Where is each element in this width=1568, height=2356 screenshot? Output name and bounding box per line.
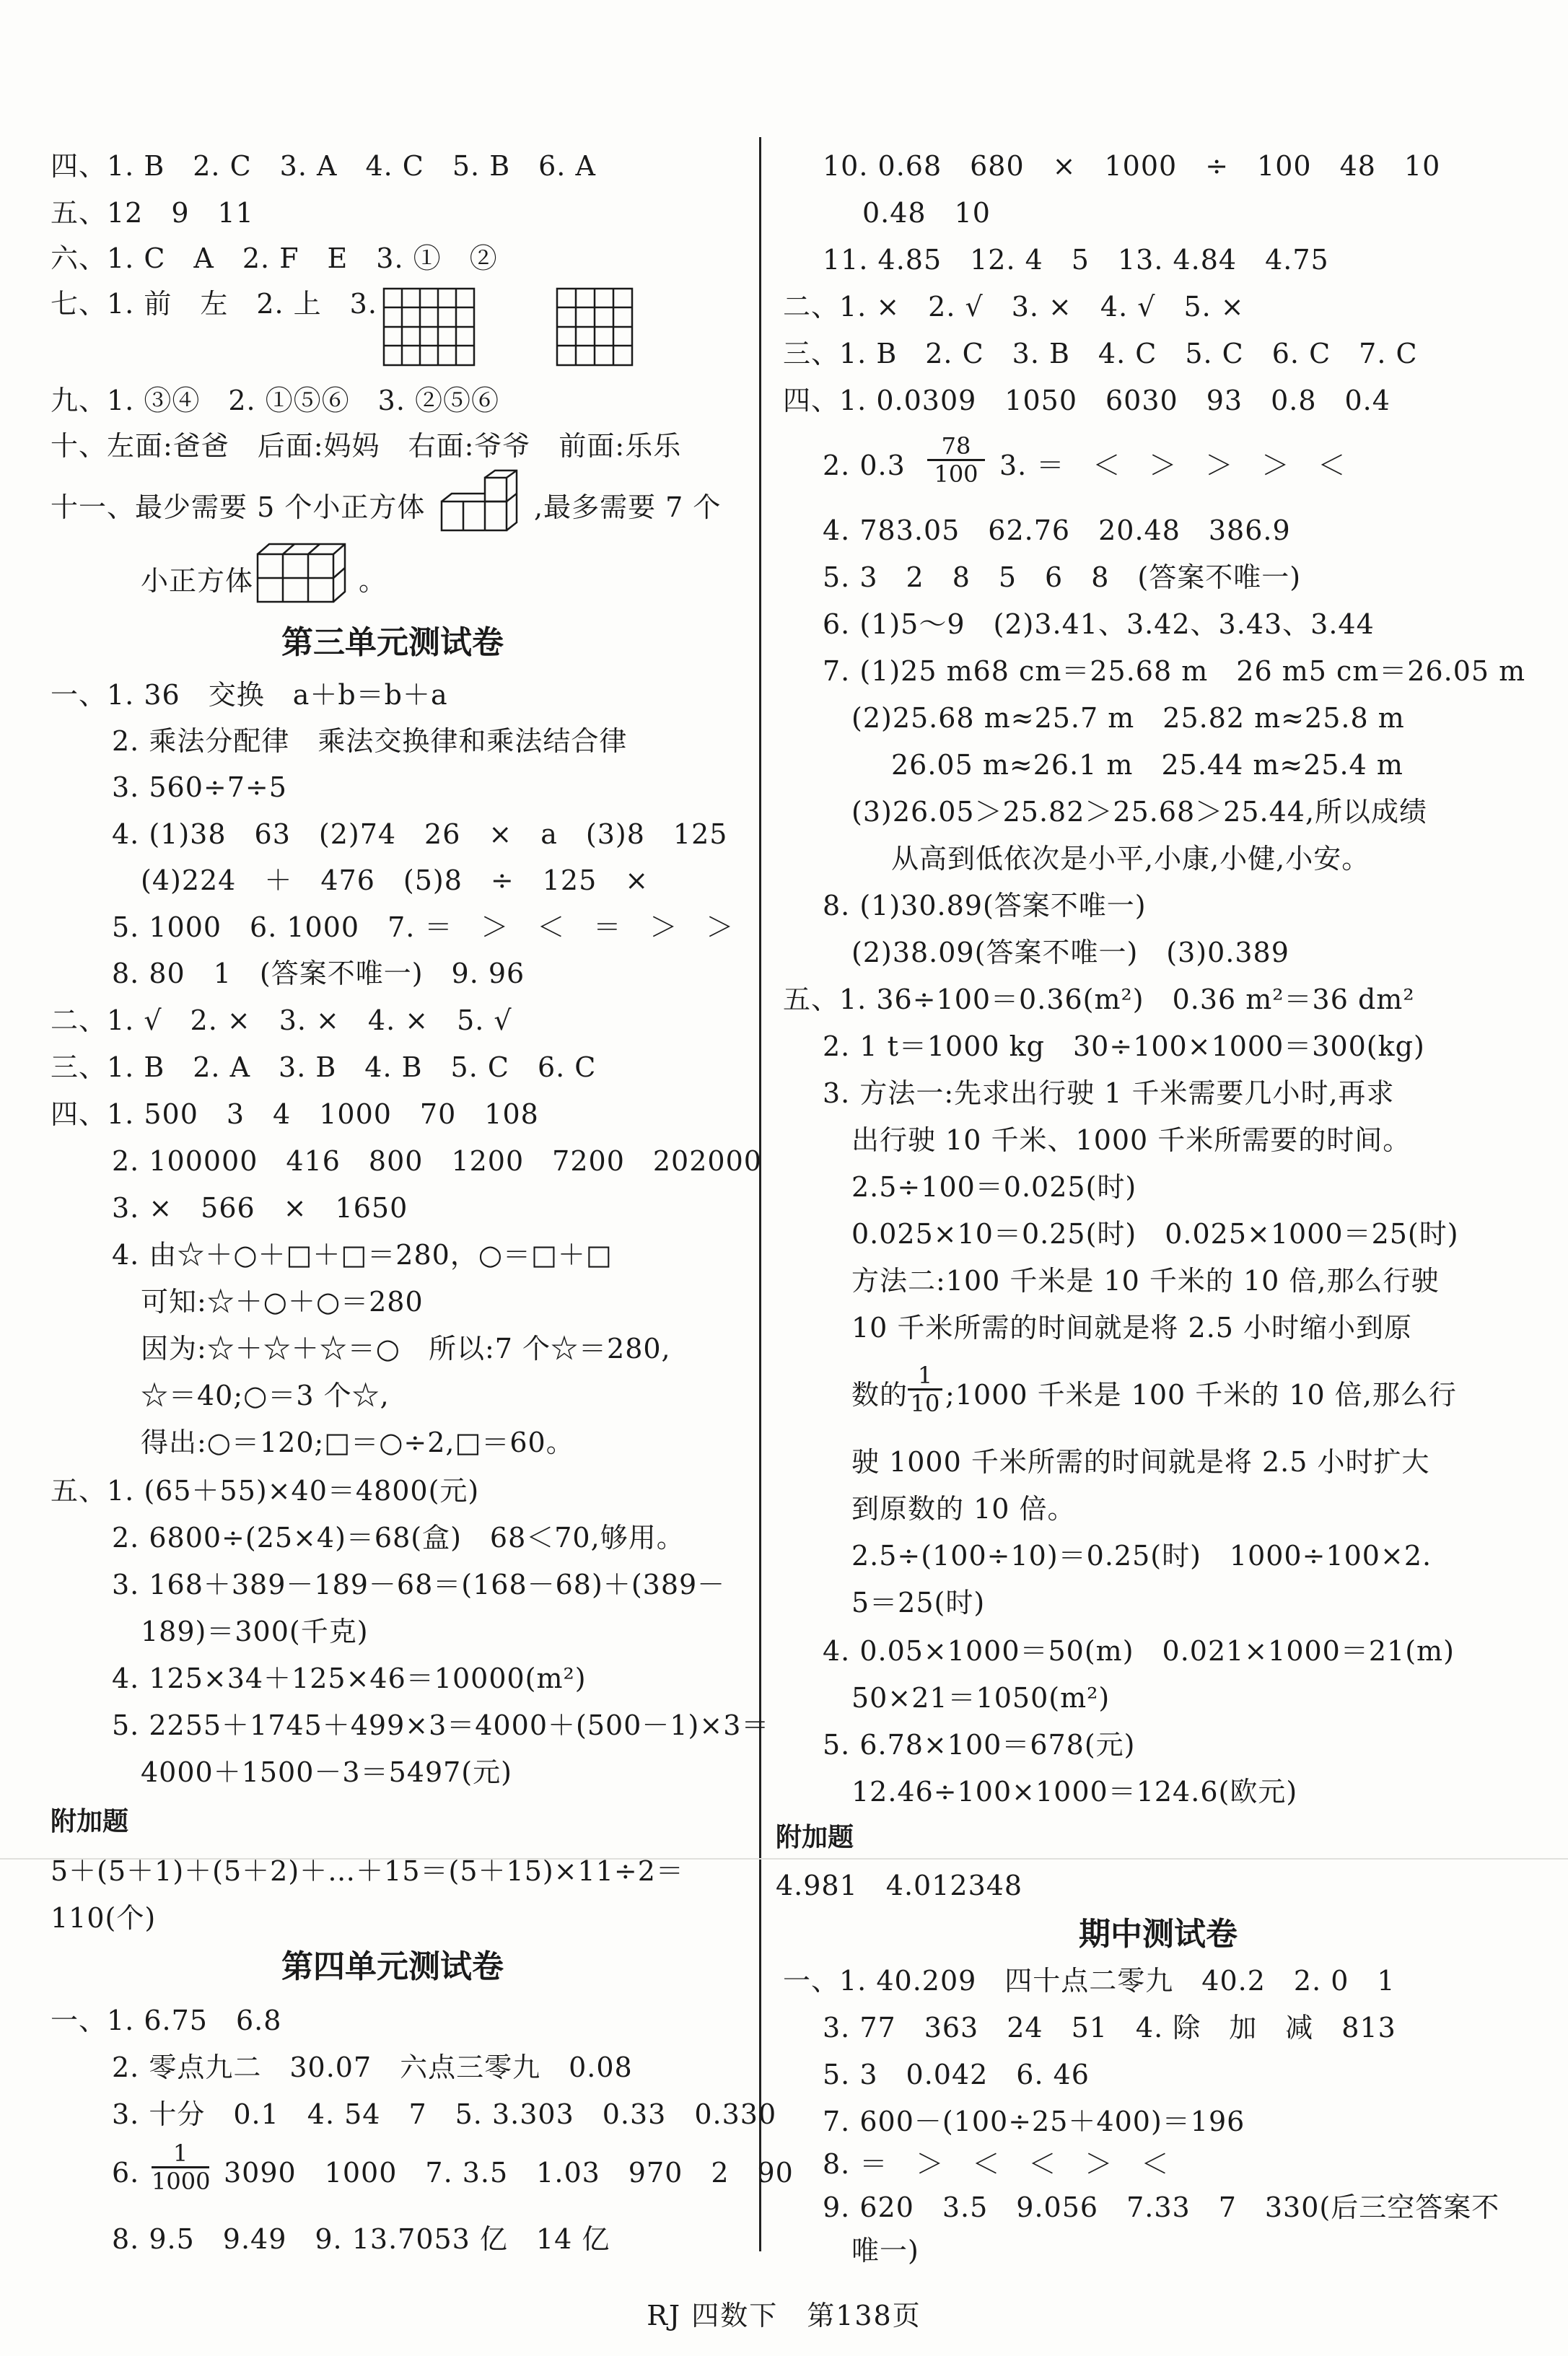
answer-line: 110(个) — [51, 1902, 157, 1934]
answer-line: 二、1. × 2. √ 3. × 4. √ 5. × — [783, 291, 1245, 323]
answer-line: 可知:☆＋○＋○＝280 — [141, 1286, 424, 1318]
answer-line: 5. 2255＋1745＋499×3＝4000＋(500－1)×3＝ — [112, 1709, 770, 1741]
cube-stack-min — [440, 469, 534, 533]
answer-line: 4.981 4.012348 — [776, 1870, 1023, 1901]
fraction-numerator: 1 — [917, 1362, 933, 1389]
answer-line: 10 千米所需的时间就是将 2.5 小时缩小到原 — [851, 1312, 1413, 1344]
extra-question-heading-left: 附加题 — [51, 1807, 129, 1836]
answer-line: 4000＋1500－3＝5497(元) — [141, 1756, 512, 1788]
answer-line: 小正方体 — [141, 565, 254, 597]
answer-line: 一、1. 6.75 6.8 — [51, 2005, 282, 2036]
answer-line: 一、1. 40.209 四十点二零九 40.2 2. 0 1 — [783, 1965, 1396, 1997]
answer-line: 50×21＝1050(m²) — [851, 1682, 1111, 1714]
answer-line: 一、1. 36 交换 a＋b＝b＋a — [51, 679, 448, 711]
answer-line: 2. 零点九二 30.07 六点三零九 0.08 — [112, 2051, 633, 2083]
answer-line: 3. 77 363 24 51 4. 除 加 减 813 — [823, 2012, 1396, 2044]
grid-figure-right — [556, 287, 635, 368]
answer-line: 5＋(5＋1)＋(5＋2)＋…＋15＝(5＋15)×11÷2＝ — [51, 1855, 684, 1887]
answer-line: 五、1. 36÷100＝0.36(m²) 0.36 m²＝36 dm² — [783, 984, 1415, 1015]
answer-line: 方法二:100 千米是 10 千米的 10 倍,那么行驶 — [851, 1265, 1440, 1297]
fraction-numerator: 78 — [941, 432, 971, 460]
answer-line: 十一、最少需要 5 个小正方体 — [51, 491, 426, 523]
answer-line: 2. 100000 416 800 1200 7200 202000 — [112, 1145, 762, 1177]
column-divider — [759, 137, 761, 2251]
answer-line: 0.025×10＝0.25(时) 0.025×1000＝25(时) — [851, 1218, 1459, 1250]
answer-line: 3090 1000 7. 3.5 1.03 970 2 90 — [224, 2157, 794, 2189]
answer-line: 3. × 566 × 1650 — [112, 1192, 408, 1224]
answer-line: ,最多需要 7 个 — [534, 491, 722, 523]
answer-line: 3. ＝ ＜ ＞ ＞ ＞ ＜ — [999, 450, 1346, 481]
answer-line: 2.5÷100＝0.025(时) — [851, 1171, 1137, 1203]
answer-line: (3)26.05＞25.82＞25.68＞25.44,所以成绩 — [851, 796, 1428, 828]
answer-line: 12.46÷100×1000＝124.6(欧元) — [851, 1776, 1298, 1808]
answer-line: 唯一) — [851, 2235, 919, 2267]
answer-line: 四、1. 500 3 4 1000 70 108 — [51, 1098, 539, 1130]
answer-line: 3. 方法一:先求出行驶 1 千米需要几小时,再求 — [823, 1077, 1395, 1109]
answer-line: 3. 560÷7÷5 — [112, 771, 287, 803]
answer-line: 二、1. √ 2. × 3. × 4. × 5. √ — [51, 1004, 512, 1036]
section-heading-unit4: 第四单元测试卷 — [281, 1948, 504, 1985]
fraction-denominator: 100 — [927, 459, 985, 487]
answer-line: 4. 由☆＋○＋□＋□＝280，○＝□＋□ — [112, 1239, 613, 1271]
answer-line: 5. 1000 6. 1000 7. ＝ ＞ ＜ ＝ ＞ ＞ — [112, 911, 735, 943]
fraction-denominator: 10 — [908, 1388, 942, 1416]
answer-line: 11. 4.85 12. 4 5 13. 4.84 4.75 — [823, 244, 1329, 276]
answer-line: 9. 620 3.5 9.056 7.33 7 330(后三空答案不 — [823, 2191, 1500, 2223]
answer-line: 。 — [359, 565, 387, 597]
fraction-numerator: 1 — [172, 2140, 188, 2167]
answer-line: 九、1. ③④ 2. ①⑤⑥ 3. ②⑤⑥ — [51, 385, 500, 416]
answer-line: 驶 1000 千米所需的时间就是将 2.5 小时扩大 — [851, 1446, 1430, 1478]
answer-line: 因为:☆＋☆＋☆＝○ 所以:7 个☆＝280, — [141, 1333, 671, 1365]
grid-figure-left — [382, 287, 476, 368]
answer-line: 189)＝300(千克) — [141, 1616, 369, 1647]
answer-line: 8. (1)30.89(答案不唯一) — [823, 890, 1147, 921]
answer-line: 6. — [112, 2157, 140, 2189]
answer-line: 10. 0.68 680 × 1000 ÷ 100 48 10 — [823, 150, 1441, 182]
answer-line: 从高到低依次是小平,小康,小健,小安。 — [891, 843, 1370, 875]
answer-line: 2. 0.3 — [823, 450, 906, 481]
answer-line: 26.05 m≈26.1 m 25.44 m≈25.4 m — [891, 749, 1403, 781]
answer-line: 七、1. 前 左 2. 上 3. — [51, 288, 377, 320]
answer-line: 五、12 9 11 — [51, 197, 254, 229]
answer-line: (4)224 ＋ 476 (5)8 ÷ 125 × — [141, 864, 649, 896]
page-footer: RJ 四数下 第138页 — [647, 2300, 921, 2331]
answer-line: 2. 乘法分配律 乘法交换律和乘法结合律 — [112, 725, 628, 757]
answer-line: 4. 0.05×1000＝50(m) 0.021×1000＝21(m) — [823, 1635, 1455, 1667]
answer-line: 四、1. 0.0309 1050 6030 93 0.8 0.4 — [783, 385, 1390, 416]
answer-line: 得出:○＝120;□＝○÷2,□＝60。 — [141, 1427, 574, 1458]
answer-line: 三、1. B 2. C 3. B 4. C 5. C 6. C 7. C — [783, 338, 1418, 369]
answer-line: 六、1. C A 2. F E 3. ① ② — [51, 242, 498, 274]
answer-line: 4. 783.05 62.76 20.48 386.9 — [823, 514, 1291, 546]
answer-line: 2. 6800÷(25×4)＝68(盒) 68＜70,够用。 — [112, 1522, 685, 1554]
answer-line: 0.48 10 — [862, 197, 991, 229]
answer-line: ☆＝40;○＝3 个☆, — [141, 1380, 390, 1411]
answer-line: 三、1. B 2. A 3. B 4. B 5. C 6. C — [51, 1051, 597, 1083]
section-heading-unit3: 第三单元测试卷 — [281, 624, 504, 661]
answer-line: 8. 80 1 (答案不唯一) 9. 96 — [112, 958, 525, 989]
answer-line: 4. (1)38 63 (2)74 26 × a (3)8 125 — [112, 818, 728, 850]
fraction-1-10 — [908, 1362, 942, 1416]
answer-line: 7. 600－(100÷25＋400)＝196 — [823, 2106, 1245, 2137]
fraction-denominator: 1000 — [152, 2168, 211, 2195]
answer-line: 2. 1 t＝1000 kg 30÷100×1000＝300(kg) — [823, 1030, 1425, 1062]
answer-line: 7. (1)25 m68 cm＝25.68 m 26 m5 cm＝26.05 m — [823, 655, 1526, 687]
answer-line: 6. (1)5～9 (2)3.41、3.42、3.43、3.44 — [823, 608, 1375, 640]
section-heading-midterm: 期中测试卷 — [1079, 1916, 1238, 1953]
answer-line: 3. 168＋389－189－68＝(168－68)＋(389－ — [112, 1569, 726, 1600]
answer-line: 5. 3 2 8 5 6 8 (答案不唯一) — [823, 561, 1302, 593]
answer-line: 五、1. (65＋55)×40＝4800(元) — [51, 1475, 480, 1507]
answer-line: 数的 — [851, 1379, 908, 1411]
answer-line: (2)38.09(答案不唯一) (3)0.389 — [851, 937, 1289, 968]
answer-line: 3. 十分 0.1 4. 54 7 5. 3.303 0.33 0.330 — [112, 2098, 777, 2130]
answer-line: 8. 9.5 9.49 9. 13.7053 亿 14 亿 — [112, 2223, 610, 2255]
answer-line: 5＝25(时) — [851, 1587, 986, 1619]
answer-line: 出行驶 10 千米、1000 千米所需要的时间。 — [851, 1124, 1411, 1156]
answer-line: (2)25.68 m≈25.7 m 25.82 m≈25.8 m — [851, 702, 1405, 734]
fraction-1-1000 — [152, 2140, 209, 2194]
answer-line: 8. ＝ ＞ ＜ ＜ ＞ ＜ — [823, 2148, 1170, 2180]
answer-line: 十、左面:爸爸 后面:妈妈 右面:爷爷 前面:乐乐 — [51, 430, 682, 462]
answer-line: 到原数的 10 倍。 — [851, 1493, 1076, 1525]
answer-line: 2.5÷(100÷10)＝0.25(时) 1000÷100×2. — [851, 1540, 1432, 1572]
answer-line: 四、1. B 2. C 3. A 4. C 5. B 6. A — [51, 150, 596, 182]
fraction-78-100 — [927, 433, 985, 487]
answer-line: 4. 125×34＋125×46＝10000(m²) — [112, 1663, 587, 1694]
extra-question-heading-right: 附加题 — [776, 1823, 854, 1852]
answer-line: 5. 3 0.042 6. 46 — [823, 2059, 1090, 2090]
cube-stack-max — [256, 543, 357, 605]
answer-line: 5. 6.78×100＝678(元) — [823, 1729, 1136, 1761]
answer-line: ;1000 千米是 100 千米的 10 倍,那么行 — [945, 1379, 1457, 1411]
